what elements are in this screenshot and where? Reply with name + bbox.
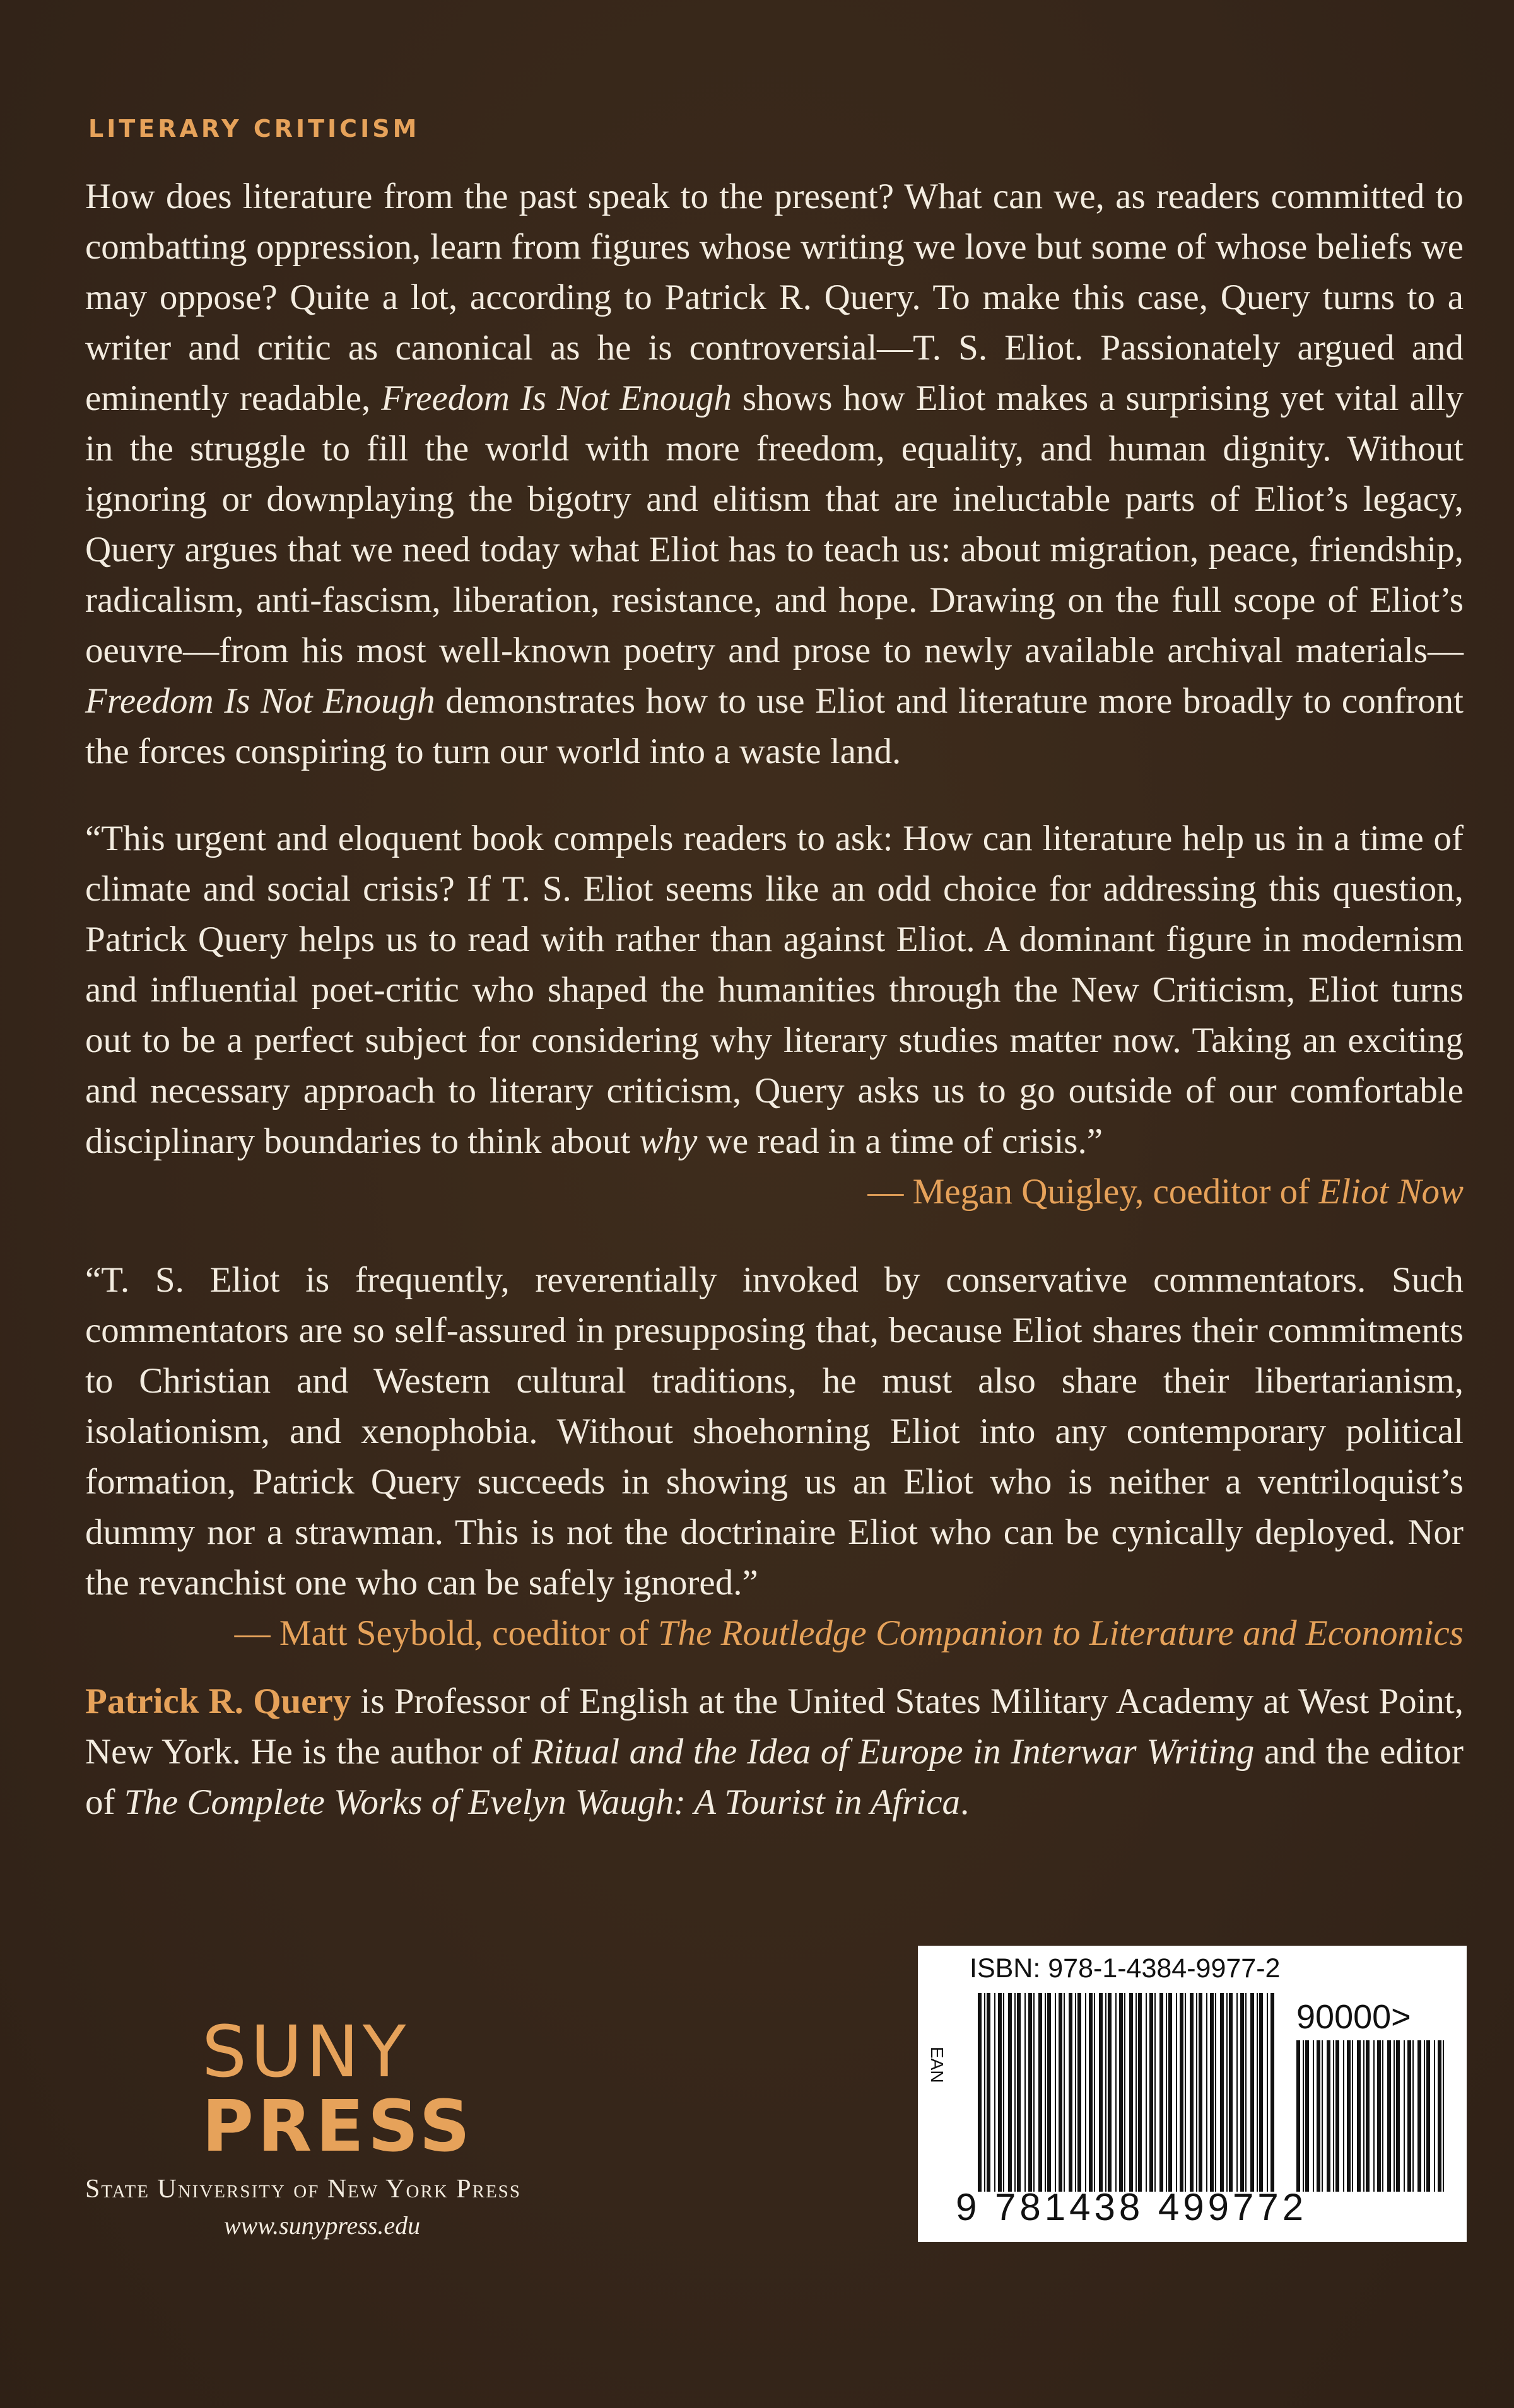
- barcode-digits: 9 781438 499772: [956, 2186, 1308, 2228]
- endorsement-quote: [85, 814, 1464, 1217]
- barcode-bar: [1108, 1993, 1112, 2192]
- logo-suny: SUNY: [202, 2011, 410, 2093]
- quote-text: we read in a time of crisis.”: [697, 1121, 1103, 1161]
- bio-text: .: [960, 1782, 970, 1822]
- barcode-bar: [1045, 1993, 1046, 2192]
- barcode-bar: [1024, 1993, 1026, 2192]
- ean-barcode: [978, 1993, 1274, 2192]
- barcode-bar: [1199, 1993, 1202, 2192]
- barcode-bar: [1240, 1993, 1244, 2192]
- barcode-bar: [1245, 1993, 1247, 2192]
- barcode-bar: [1115, 1993, 1117, 2192]
- bio-text: and the editor of: [85, 1732, 1464, 1822]
- barcode-bar: [1257, 1993, 1258, 2192]
- barcode-bar: [1417, 2040, 1421, 2192]
- barcode-bar: [1387, 2040, 1391, 2192]
- barcode-bar: [1407, 2040, 1411, 2192]
- barcode-bar: [1124, 1993, 1125, 2192]
- barcode-bar: [1296, 2040, 1300, 2192]
- barcode-bar: [1185, 1993, 1186, 2192]
- barcode-bar: [1099, 1993, 1103, 2192]
- logo-press: PRESS: [202, 2086, 474, 2168]
- barcode-bar: [1129, 1993, 1133, 2192]
- attribution-title: Eliot Now: [1318, 1172, 1464, 1212]
- barcode-bar: [1303, 2040, 1304, 2192]
- barcode-bar: [1028, 1993, 1032, 2192]
- description-text: How does literature from the past speak to the present? What can we, as readers committed to combatting oppression, learn from figures whose writing we love but some of whose beliefs we may oppose? Quite a lot, according to Patrick R. Query. To make this case, Query turns to a writer and critic as canonical as he is controversial—T. S. Eliot. Passionately argued and eminently readable,: [85, 177, 1464, 418]
- barcode-bar: [1424, 2040, 1425, 2192]
- ean-label: EAN: [927, 2047, 947, 2083]
- endorsement-quote: [85, 1255, 1464, 1659]
- quote-attribution: [85, 1608, 1464, 1659]
- barcode-bar: [1443, 2040, 1444, 2192]
- barcode-bar: [1229, 1993, 1233, 2192]
- barcode-bar: [1055, 1993, 1056, 2192]
- publisher-url: www.sunypress.edu: [224, 2211, 421, 2240]
- barcode-bar: [1038, 1993, 1042, 2192]
- attribution-name: — Matt Seybold, coeditor of: [234, 1613, 658, 1653]
- barcode-bar: [1377, 2040, 1381, 2192]
- barcode-bar: [1047, 1993, 1051, 2192]
- barcode-bar: [1159, 1993, 1163, 2192]
- barcode-bar: [1313, 2040, 1314, 2192]
- barcode-bar: [1077, 1993, 1081, 2192]
- attribution-name: — Megan Quigley, coeditor of: [867, 1172, 1319, 1212]
- bio-text: is Professor of English at the United States Military Academy at West Point, New York. He is the author of: [85, 1681, 1464, 1772]
- barcode-bar: [1206, 1993, 1207, 2192]
- publisher-logo: [85, 2011, 571, 2240]
- description-text: demonstrates how to use Eliot and literature more broadly to confront the forces conspiring to turn our world into a waste land.: [85, 681, 1464, 771]
- barcode-bar: [1168, 1993, 1172, 2192]
- barcode-bar: [1270, 1993, 1274, 2192]
- barcode-bar: [1136, 1993, 1137, 2192]
- barcode-bar: [998, 1993, 1002, 2192]
- attribution-title: The Routledge Companion to Literature and Economics: [657, 1613, 1464, 1653]
- book-title: Freedom Is Not Enough: [381, 378, 732, 418]
- barcode-bar: [1305, 2040, 1309, 2192]
- barcode-bar: [1014, 1993, 1016, 2192]
- barcode-bar: [1059, 1993, 1062, 2192]
- barcode-bar: [987, 1993, 990, 2192]
- barcode-bar: [1094, 1993, 1095, 2192]
- barcode-bar: [1322, 2040, 1323, 2192]
- barcode-bar: [1033, 1993, 1035, 2192]
- quote-text: “T. S. Eliot is frequently, reverentially invoked by conservative commentators. Such commentators are so self-assured in presupposing that, because Eliot shares their commitments to Christian and Western cultural traditions, he must also share their libertarianism, isolationism, and xenophobia. Without shoehorning Eliot into any contemporary political formation, Patrick Query succeeds in showing us an Eliot who is neither a ventriloquist’s dummy nor a strawman. This is not the doctrinaire Eliot who can be cynically deployed. Nor the revanchist one who can be safely ignored.”: [85, 1260, 1464, 1603]
- barcode-bar: [1154, 1993, 1156, 2192]
- price-code: 90000>: [1296, 1998, 1411, 2036]
- barcode-bar: [1210, 1993, 1214, 2192]
- barcode-bar: [1267, 1993, 1268, 2192]
- barcode-bar: [1363, 2040, 1364, 2192]
- barcode-bar: [1366, 2040, 1370, 2192]
- book-title: Ritual and the Idea of Europe in Interwar Writing: [531, 1732, 1255, 1772]
- barcode-bar: [1317, 2040, 1320, 2192]
- barcode-bar: [1434, 2040, 1435, 2192]
- barcode-bar: [978, 1993, 982, 2192]
- quote-text: “This urgent and eloquent book compels readers to ask: How can literature help us in a time of climate and social crisis? If T. S. Eliot seems like an odd choice for addressing this question, Patrick Query helps us to read with rather than against Eliot. A dominant figure in modernism and influential poet-critic who shaped the humanities through the New Criticism, Eliot turns out to be a perfect subject for considering why literary studies matter now. Taking an exciting and necessary approach to literary criticism, Query asks us to go outside of our comfortable disciplinary boundaries to think about: [85, 819, 1464, 1161]
- quote-attribution: [85, 1167, 1464, 1217]
- barcode-bar: [1236, 1993, 1238, 2192]
- barcode-bar: [1412, 2040, 1414, 2192]
- barcode-bar: [1064, 1993, 1065, 2192]
- barcode-bar: [984, 1993, 985, 2192]
- barcode-bar: [1166, 1993, 1167, 2192]
- barcode-bar: [1259, 1993, 1263, 2192]
- author-bio: [85, 1676, 1464, 1828]
- barcode-bar: [1382, 2040, 1383, 2192]
- barcode-bar: [1075, 1993, 1076, 2192]
- barcode-bar: [1250, 1993, 1254, 2192]
- barcode-bar: [1347, 2040, 1351, 2192]
- barcode-bar: [1215, 1993, 1216, 2192]
- barcode-bar: [1196, 1993, 1197, 2192]
- barcode-bar: [1149, 1993, 1153, 2192]
- author-name: Patrick R. Query: [85, 1681, 351, 1721]
- barcode-bar: [994, 1993, 995, 2192]
- barcode-bar: [1426, 2040, 1430, 2192]
- barcode-bar: [1069, 1993, 1072, 2192]
- isbn-label: ISBN: 978-1-4384-9977-2: [970, 1953, 1281, 1984]
- barcode-bar: [1333, 2040, 1334, 2192]
- barcode-bar: [1220, 1993, 1224, 2192]
- barcode-bar: [1119, 1993, 1123, 2192]
- barcode-bar: [1335, 2040, 1339, 2192]
- barcode-bar: [1017, 1993, 1021, 2192]
- barcode-bar: [1343, 2040, 1344, 2192]
- barcode-bar: [1357, 2040, 1361, 2192]
- barcode-bar: [1146, 1993, 1147, 2192]
- barcode-bar: [1008, 1993, 1012, 2192]
- quote-emphasis: why: [639, 1121, 698, 1161]
- addon-barcode: [1296, 2040, 1448, 2192]
- barcode-bar: [1352, 2040, 1353, 2192]
- barcode-bar: [1176, 1993, 1177, 2192]
- barcode-bar: [1138, 1993, 1142, 2192]
- barcode-bar: [1327, 2040, 1330, 2192]
- barcode-bar: [1226, 1993, 1228, 2192]
- barcode-bar: [1394, 2040, 1395, 2192]
- book-description: [85, 172, 1464, 777]
- publisher-name: State University of New York Press: [85, 2175, 521, 2204]
- barcode-bar: [1438, 2040, 1441, 2192]
- barcode-bar: [1105, 1993, 1106, 2192]
- book-title: The Complete Works of Evelyn Waugh: A Tourist in Africa: [124, 1782, 961, 1822]
- barcode-bar: [1396, 2040, 1400, 2192]
- barcode-bar: [1373, 2040, 1375, 2192]
- barcode-bar: [1003, 1993, 1004, 2192]
- book-title: Freedom Is Not Enough: [85, 681, 435, 721]
- description-text: shows how Eliot makes a surprising yet vital ally in the struggle to fill the world with more freedom, equality, and human dignity. Without ignoring or downplaying the bigotry and elitism that are ineluctable parts of Eliot’s legacy, Query argues that we need today what Eliot has to teach us: about migration, peace, friendship, radicalism, anti-fascism, liberation, resistance, and hope. Drawing on the full scope of Eliot’s oeuvre—from his most well-known poetry and prose to newly available archival materials—: [85, 378, 1464, 670]
- barcode-bar: [1085, 1993, 1086, 2192]
- barcode-bar: [1404, 2040, 1405, 2192]
- category-label: LITERARY CRITICISM: [88, 115, 420, 143]
- barcode-panel: [918, 1946, 1467, 2242]
- barcode-bar: [1180, 1993, 1183, 2192]
- barcode-bar: [1089, 1993, 1093, 2192]
- barcode-bar: [1190, 1993, 1194, 2192]
